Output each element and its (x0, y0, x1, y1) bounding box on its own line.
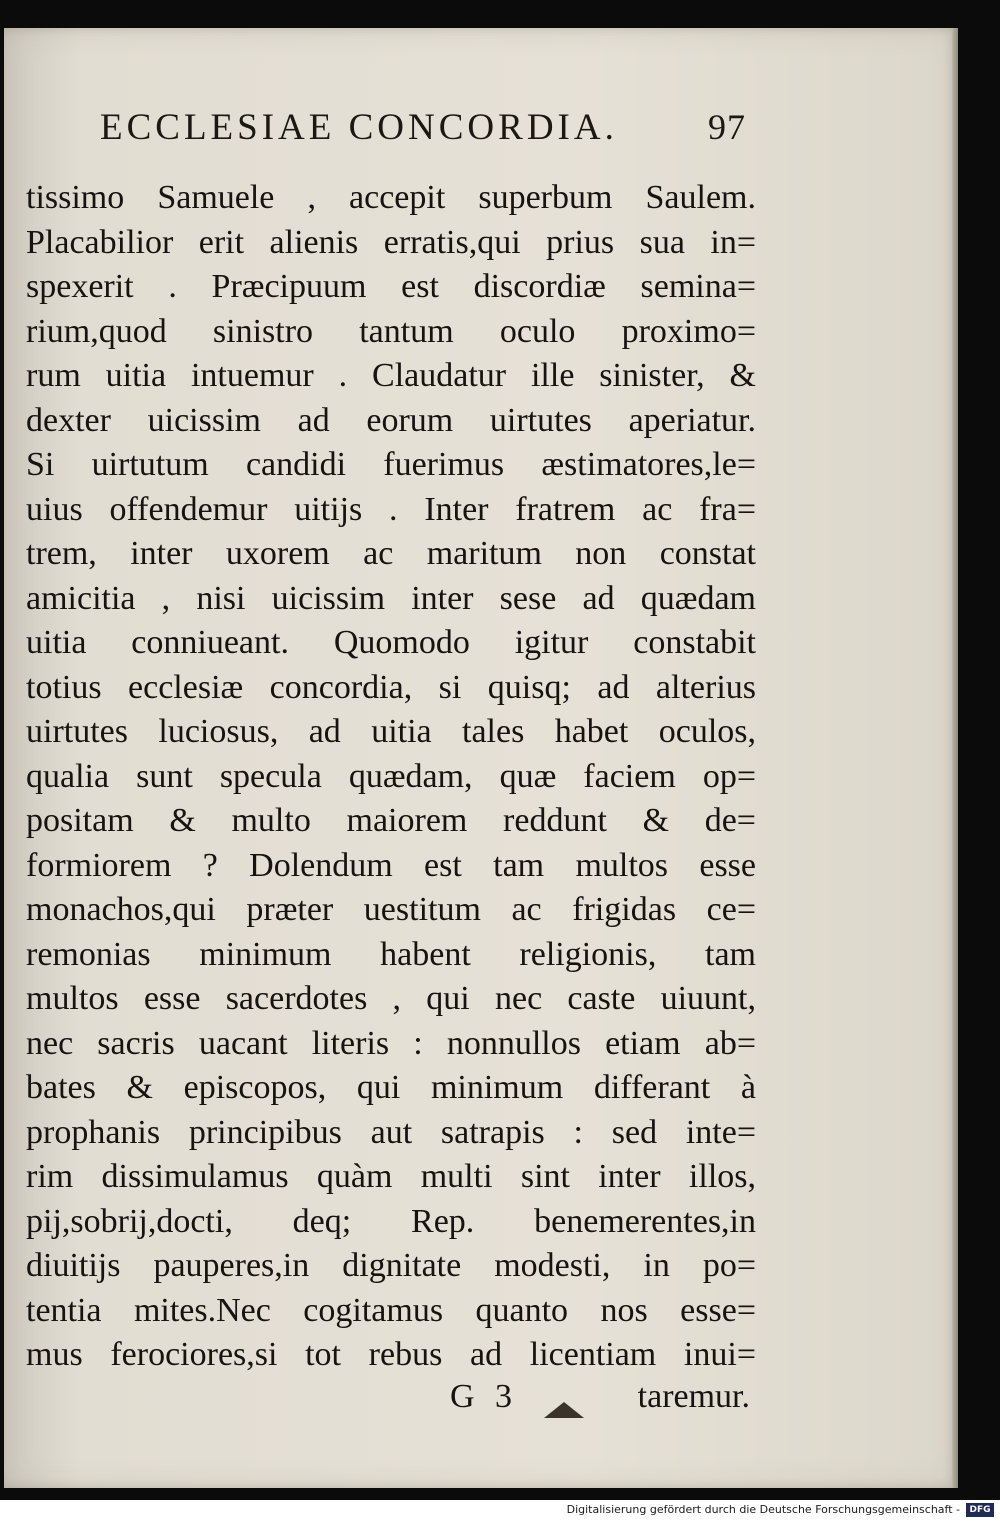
text-line: uirtutes luciosus, ad uitia tales habet oculos, (26, 713, 756, 750)
text-line: positam & multo maiorem reddunt & de= (26, 802, 756, 839)
text-line: nec sacris uacant literis : nonnullos etiam ab= (26, 1024, 756, 1062)
text-line: uius offendemur uitijs . Inter fratrem ac fra= (26, 490, 756, 528)
text-line: qualia sunt specula quædam, quæ faciem op= (26, 757, 756, 795)
text-line: totius ecclesiæ concordia, si quisq; ad alterius (26, 668, 756, 706)
catchword: taremur. (637, 1378, 750, 1415)
text-line: monachos,qui præter uestitum ac frigidas ce= (26, 891, 756, 928)
text-line: tissimo Samuele , accepit superbum Saulem. (26, 179, 756, 216)
credit-bar (0, 1500, 1000, 1521)
text-line: mus ferociores,si tot rebus ad licentiam inui= (26, 1336, 756, 1373)
text-line: dexter uicissim ad eorum uirtutes aperiatur. (26, 401, 756, 439)
body-text (26, 176, 756, 1378)
text-line: uitia conniueant. Quomodo igitur constabit (26, 624, 756, 661)
ornament-icon (544, 1402, 584, 1418)
text-line: bates & episcopos, qui minimum differant à (26, 1069, 756, 1106)
text-line: spexerit . Præcipuum est discordiæ semina= (26, 268, 756, 305)
text-line: amicitia , nisi uicissim inter sese ad quædam (26, 579, 756, 617)
page-footer (26, 1378, 756, 1428)
text-line: rim dissimulamus quàm multi sint inter illos, (26, 1158, 756, 1195)
page-edge (952, 28, 958, 1488)
book-page (4, 28, 958, 1488)
text-line: tentia mites.Nec cogitamus quanto nos esse= (26, 1291, 756, 1329)
text-line: multos esse sacerdotes , qui nec caste uiuunt, (26, 980, 756, 1017)
dfg-logo-icon: DFG (966, 1503, 994, 1517)
text-line: diuitijs pauperes,in dignitate modesti, in po= (26, 1247, 756, 1284)
text-line: rum uitia intuemur . Claudatur ille sinister, & (26, 357, 756, 394)
text-line: formiorem ? Dolendum est tam multos esse (26, 846, 756, 884)
text-line: Placabilior erit alienis erratis,qui prius sua in= (26, 223, 756, 261)
page-number: 97 (708, 107, 746, 147)
running-title: ECCLESIAE CONCORDIA. (100, 107, 618, 148)
text-line: rium,quod sinistro tantum oculo proximo= (26, 312, 756, 350)
text-line: trem, inter uxorem ac maritum non constat (26, 535, 756, 572)
text-line: pij,sobrij,docti, deq; Rep. benemerentes,in (26, 1202, 756, 1240)
text-line: remonias minimum habent religionis, tam (26, 935, 756, 973)
credit-text: Digitalisierung gefördert durch die Deutsche Forschungsgemeinschaft - (566, 1503, 960, 1516)
text-line: Si uirtutum candidi fuerimus æstimatores,le= (26, 446, 756, 483)
running-head (100, 84, 750, 148)
signature-mark: G 3 (450, 1378, 519, 1415)
text-line: prophanis principibus aut satrapis : sed inte= (26, 1113, 756, 1151)
